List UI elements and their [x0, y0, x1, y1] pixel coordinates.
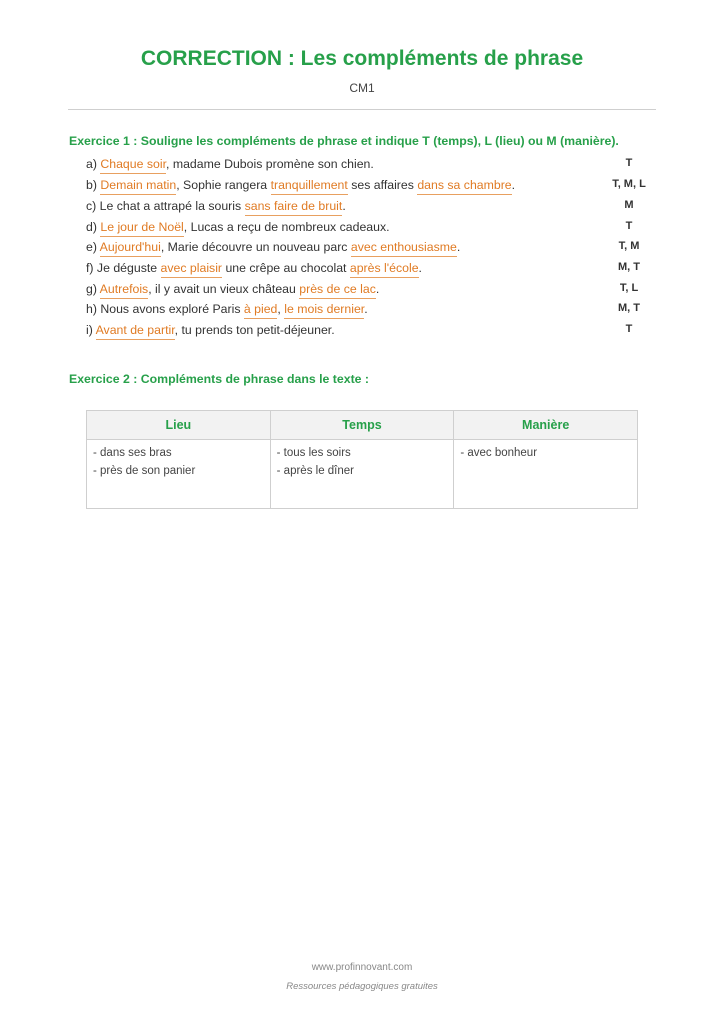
complement-underlined: tranquillement — [271, 178, 348, 195]
answer-label: T — [625, 323, 633, 335]
column-header-temps: Temps — [270, 411, 454, 440]
complement-underlined: Chaque soir — [100, 157, 166, 174]
sentence-text: ses affaires — [347, 178, 418, 192]
sentence-text: , Sophie rangera — [176, 178, 271, 192]
column-header-lieu: Lieu — [87, 411, 271, 440]
table-header-row — [87, 411, 638, 440]
list-item: - dans ses bras — [93, 447, 172, 459]
complement-underlined: Autrefois — [100, 282, 149, 299]
table-row — [87, 440, 638, 509]
cell-temps — [270, 440, 454, 509]
complements-table — [86, 410, 638, 509]
exercise1-item-a — [86, 157, 646, 177]
sentence-text: c) Le chat a attrapé la souris — [86, 199, 245, 213]
exercise1-item-c — [86, 199, 646, 219]
sentence-text: , — [277, 302, 285, 316]
exercise1-item-d — [86, 220, 646, 240]
sentence-text: g) — [86, 282, 100, 296]
page-title: CORRECTION : Les compléments de phrase — [140, 47, 584, 70]
sentence-text: e) — [86, 240, 100, 254]
sentence-text: . — [456, 240, 461, 254]
footer-tagline: Ressources pédagogiques gratuites — [286, 981, 438, 992]
exercise1-item-b — [86, 178, 646, 198]
sentence-text: d) — [86, 220, 101, 234]
complement-underlined: près de ce lac — [299, 282, 376, 299]
sentence-text: , Lucas a reçu de nombreux cadeaux. — [183, 220, 390, 234]
answer-label: M, T — [618, 302, 640, 314]
complement-underlined: dans sa chambre — [417, 178, 511, 195]
sentence-text: . — [511, 178, 516, 192]
sentence-text: une crêpe au chocolat — [222, 261, 350, 275]
cell-lieu — [87, 440, 271, 509]
exercise2-title: Exercice 2 : Compléments de phrase dans le texte : — [69, 372, 370, 386]
exercise1-item-i — [86, 323, 646, 343]
complement-underlined: Le jour de Noël — [100, 220, 183, 237]
title-divider — [68, 109, 656, 110]
sentence-text: . — [375, 282, 380, 296]
column-header-maniere: Manière — [454, 411, 638, 440]
sentence-text: , Marie découvre un nouveau parc — [160, 240, 351, 254]
sentence-text: i) — [86, 323, 96, 337]
sentence-text: , il y avait un vieux château — [148, 282, 300, 296]
cell-maniere — [454, 440, 638, 509]
complement-underlined: le mois dernier — [284, 302, 364, 319]
exercise1-item-f — [86, 261, 646, 281]
list-item: - près de son panier — [93, 465, 196, 477]
level-label: CM1 — [349, 81, 375, 95]
complement-underlined: Demain matin — [100, 178, 176, 195]
list-item: - après le dîner — [276, 465, 355, 477]
exercise1-item-e — [86, 240, 646, 260]
complement-underlined: sans faire de bruit — [245, 199, 343, 216]
sentence-text: b) — [86, 178, 101, 192]
complement-underlined: après l'école — [350, 261, 419, 278]
answer-label: T — [625, 220, 633, 232]
complement-underlined: avec enthousiasme — [351, 240, 457, 257]
footer-site: www.profinnovant.com — [311, 962, 413, 973]
complement-underlined: Avant de partir — [96, 323, 175, 340]
sentence-text: . — [342, 199, 346, 213]
answer-label: M, T — [618, 261, 640, 273]
answer-label: T, L — [619, 282, 639, 294]
sentence-text: f) Je déguste — [86, 261, 161, 275]
answer-label: T, M — [618, 240, 640, 252]
complement-underlined: Aujourd'hui — [100, 240, 161, 257]
sentence-text: , tu prends ton petit-déjeuner. — [174, 323, 335, 337]
answer-label: T, M, L — [612, 178, 646, 190]
sentence-text: a) — [86, 157, 101, 171]
exercise1-item-g — [86, 282, 646, 302]
sentence-text: . — [364, 302, 368, 316]
list-item: - avec bonheur — [460, 447, 538, 459]
exercise1-title: Exercice 1 : Souligne les compléments de phrase et indique T (temps), L (lieu) ou M (manière). — [69, 134, 619, 148]
exercise1-item-h — [86, 302, 646, 322]
list-item: - tous les soirs — [276, 447, 351, 459]
sentence-text: , madame Dubois promène son chien. — [166, 157, 374, 171]
answer-label: T — [625, 157, 633, 169]
complement-underlined: à pied — [244, 302, 278, 319]
sentence-text: . — [418, 261, 422, 275]
answer-label: M — [624, 199, 634, 211]
sentence-text: h) Nous avons exploré Paris — [86, 302, 244, 316]
complement-underlined: avec plaisir — [161, 261, 223, 278]
